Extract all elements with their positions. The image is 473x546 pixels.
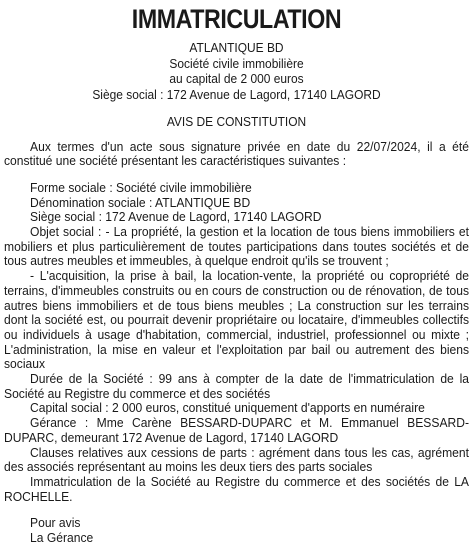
field-forme: Forme sociale : Société civile immobilière	[30, 179, 252, 195]
field-immatriculation: Immatriculation de la Société au Registre du commerce et des sociétés de LA ROCHELLE.	[4, 473, 469, 504]
company-capital: au capital de 2 000 euros	[169, 71, 304, 86]
signature: La Gérance	[30, 530, 94, 546]
field-capital: Capital social : 2 000 euros, constitué uniquement d'apports en numéraire	[30, 400, 425, 416]
notice-heading: AVIS DE CONSTITUTION	[166, 114, 307, 129]
field-objet-1: Objet social : - La propriété, la gestion et la location de tous biens immobiliers et mobiliers et plus particulièrement de toutes participations dans toutes sociétés et de tous autres meubles et immeubles, à quelque endroit qu'ils se trouvent ;	[4, 224, 469, 269]
page-title: IMMATRICULATION	[131, 4, 342, 34]
company-name: ATLANTIQUE BD	[189, 40, 284, 55]
pour-avis: Pour avis	[30, 515, 81, 531]
company-seat: Siège social : 172 Avenue de Lagord, 17140 LAGORD	[92, 86, 381, 102]
field-siege: Siège social : 172 Avenue de Lagord, 17140 LAGORD	[30, 209, 322, 225]
field-objet-2: - L'acquisition, la prise à bail, la location-vente, la propriété ou copropriété de terrains, d'immeubles construits ou en cours de construction ou de rénovation, de tous autres biens immobiliers et de tous biens meubles ; La construction sur les terrains dont la société est, ou pourrait devenir propriétaire ou locataire, d'immeubles collectifs ou individuels à usage d'habitation, commercial, industriel, professionnel ou mixte ; L'administration, la mise en valeur et l'exploitation par bail ou autrement des biens sociaux	[4, 268, 469, 372]
intro-paragraph: Aux termes d'un acte sous signature privée en date du 22/07/2024, il a été constitué une société présentant les caractéristiques suivantes :	[4, 138, 469, 169]
notice-body	[4, 140, 469, 546]
field-clauses: Clauses relatives aux cessions de parts : agrément dans tous les cas, agrément des associés représentant au moins les deux tiers des parts sociales	[4, 444, 469, 475]
field-gerance: Gérance : Mme Carène BESSARD-DUPARC et M. Emmanuel BESSARD-DUPARC, demeurant 172 Avenue de Lagord, 17140 LAGORD	[4, 415, 469, 445]
field-duree: Durée de la Société : 99 ans à compter de la date de l'immatriculation de la Société au Registre du commerce et des sociétés	[4, 371, 469, 401]
field-denomination: Dénomination sociale : ATLANTIQUE BD	[30, 194, 251, 210]
company-type: Société civile immobilière	[169, 55, 304, 71]
